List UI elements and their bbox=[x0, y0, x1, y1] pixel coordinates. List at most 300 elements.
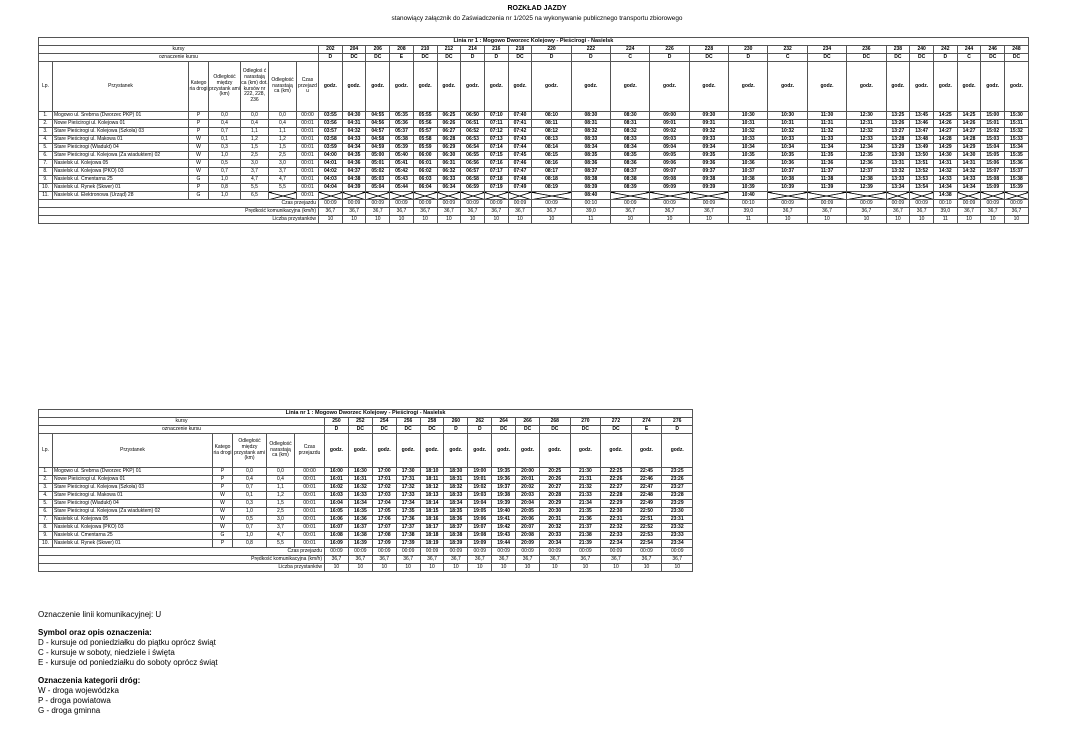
departure-time: 20:26 bbox=[540, 476, 571, 484]
departure-time: 14:28 bbox=[957, 136, 981, 144]
departure-time: 15:02 bbox=[981, 128, 1005, 136]
departure-time: 23:32 bbox=[662, 524, 693, 532]
departure-time: 05:57 bbox=[413, 128, 437, 136]
liczba-przystankow-value: 10 bbox=[372, 564, 396, 572]
stop-name: Stare Pieścirogi ul. Makowa 01 bbox=[53, 492, 213, 500]
departure-time: 15:30 bbox=[1005, 112, 1029, 120]
course-marking: D bbox=[319, 54, 343, 62]
predkosc-value: 36,7 bbox=[484, 208, 508, 216]
departure-time: 10:36 bbox=[768, 160, 807, 168]
godz-header: godz. bbox=[492, 434, 516, 468]
road-p: P - droga powiatowa bbox=[38, 696, 111, 705]
predkosc-value: 36,7 bbox=[372, 556, 396, 564]
stop-lp: 3. bbox=[39, 484, 53, 492]
czas-przejazdu-value: 00:09 bbox=[508, 200, 532, 208]
departure-time: 04:32 bbox=[342, 128, 366, 136]
stop-lp: 9. bbox=[39, 532, 53, 540]
departure-time: 11:36 bbox=[807, 160, 846, 168]
stop-travel-time: 00:01 bbox=[295, 484, 325, 492]
departure-time: 18:15 bbox=[420, 508, 444, 516]
liczba-przystankow-value: 10 bbox=[540, 564, 571, 572]
departure-time: 20:04 bbox=[516, 500, 540, 508]
departure-time: 20:02 bbox=[516, 484, 540, 492]
stop-row bbox=[39, 128, 1029, 136]
departure-time: 21:38 bbox=[570, 532, 601, 540]
stop-distance: 0,4 bbox=[209, 120, 241, 128]
predkosc-value: 36,7 bbox=[650, 208, 689, 216]
departure-time: 20:30 bbox=[540, 508, 571, 516]
kategoria-header: Katego ria drogi bbox=[189, 62, 209, 112]
czas-przejazdu-value: 00:09 bbox=[650, 200, 689, 208]
departure-time: 09:08 bbox=[650, 176, 689, 184]
departure-time: 13:48 bbox=[910, 136, 934, 144]
stop-row bbox=[39, 120, 1029, 128]
czas-header: Czas przejazd u bbox=[297, 62, 319, 112]
departure-time bbox=[342, 192, 366, 200]
predkosc-value: 36,7 bbox=[847, 208, 886, 216]
departure-time: 15:35 bbox=[1005, 152, 1029, 160]
course-marking: DC bbox=[910, 54, 934, 62]
kursy-label: kursy bbox=[39, 46, 319, 54]
departure-time: 18:34 bbox=[444, 500, 468, 508]
course-number: 224 bbox=[611, 46, 650, 54]
godz-header: godz. bbox=[372, 434, 396, 468]
stop-category: P bbox=[213, 476, 233, 484]
departure-time: 13:47 bbox=[910, 128, 934, 136]
departure-time: 18:12 bbox=[420, 484, 444, 492]
departure-time: 21:33 bbox=[570, 492, 601, 500]
stop-cumulative: 1,1 bbox=[269, 128, 297, 136]
predkosc-value: 36,7 bbox=[319, 208, 343, 216]
departure-time: 06:34 bbox=[437, 184, 461, 192]
stop-category: W bbox=[213, 500, 233, 508]
departure-time: 04:31 bbox=[342, 120, 366, 128]
godz-header: godz. bbox=[437, 62, 461, 112]
departure-time: 23:30 bbox=[662, 508, 693, 516]
course-marking: D bbox=[650, 54, 689, 62]
departure-time: 08:35 bbox=[611, 152, 650, 160]
course-marking: DC bbox=[807, 54, 846, 62]
departure-time: 21:37 bbox=[570, 524, 601, 532]
departure-time: 11:32 bbox=[807, 128, 846, 136]
czas-przejazdu-value: 00:10 bbox=[933, 200, 957, 208]
departure-time: 20:06 bbox=[516, 516, 540, 524]
departure-time: 08:34 bbox=[571, 144, 610, 152]
liczba-przystankow-label: Liczba przystanków bbox=[39, 564, 325, 572]
departure-time: 16:05 bbox=[325, 508, 349, 516]
departure-time: 09:35 bbox=[689, 152, 728, 160]
course-number: 240 bbox=[910, 46, 934, 54]
departure-time: 15:37 bbox=[1005, 168, 1029, 176]
godz-header: godz. bbox=[396, 434, 420, 468]
departure-time: 06:53 bbox=[461, 136, 485, 144]
departure-time: 20:07 bbox=[516, 524, 540, 532]
departure-time: 06:00 bbox=[413, 152, 437, 160]
stop-distance: 1,0 bbox=[209, 192, 241, 200]
stop-lp: 8. bbox=[39, 168, 53, 176]
departure-time: 07:19 bbox=[484, 184, 508, 192]
predkosc-value: 36,7 bbox=[420, 556, 444, 564]
stop-travel-time: 00:01 bbox=[295, 540, 325, 548]
departure-time: 15:03 bbox=[981, 136, 1005, 144]
godz-header: godz. bbox=[807, 62, 846, 112]
liczba-przystankow-label: Liczba przystanków bbox=[39, 216, 319, 224]
departure-time: 04:37 bbox=[342, 168, 366, 176]
departure-time: 07:11 bbox=[484, 120, 508, 128]
predkosc-value: 36,7 bbox=[342, 208, 366, 216]
departure-time: 09:07 bbox=[650, 168, 689, 176]
stop-travel-time: 00:01 bbox=[295, 524, 325, 532]
stop-cumulative: 0,0 bbox=[267, 468, 295, 476]
stop-row bbox=[39, 540, 693, 548]
predkosc-value: 36,7 bbox=[396, 556, 420, 564]
czas-przejazdu-value: 00:09 bbox=[807, 200, 846, 208]
stop-name: Nasielsk ul. Kolejowa 05 bbox=[53, 160, 189, 168]
liczba-przystankow-value: 10 bbox=[342, 216, 366, 224]
predkosc-value: 39,0 bbox=[933, 208, 957, 216]
course-number: 276 bbox=[662, 418, 693, 426]
departure-time: 15:33 bbox=[1005, 136, 1029, 144]
departure-time: 20:08 bbox=[516, 532, 540, 540]
departure-time: 12:31 bbox=[847, 120, 886, 128]
departure-time bbox=[650, 192, 689, 200]
departure-time: 07:44 bbox=[508, 144, 532, 152]
stop-cumulative-special: 6,5 bbox=[241, 192, 269, 200]
course-marking: DC bbox=[540, 426, 571, 434]
departure-time: 11:35 bbox=[807, 152, 846, 160]
stop-name: Nasielsk ul. Cmentarna 25 bbox=[53, 176, 189, 184]
departure-time: 18:33 bbox=[444, 492, 468, 500]
departure-time: 04:58 bbox=[366, 136, 390, 144]
stop-cumulative-special: 1,5 bbox=[241, 144, 269, 152]
departure-time: 22:29 bbox=[601, 500, 632, 508]
liczba-przystankow-value: 10 bbox=[413, 216, 437, 224]
departure-time: 08:31 bbox=[571, 120, 610, 128]
stop-cumulative: 2,5 bbox=[267, 508, 295, 516]
departure-time: 03:57 bbox=[319, 128, 343, 136]
departure-time: 05:04 bbox=[366, 184, 390, 192]
predkosc-value: 36,7 bbox=[611, 208, 650, 216]
departure-time: 14:29 bbox=[957, 144, 981, 152]
departure-time: 04:03 bbox=[319, 176, 343, 184]
departure-time: 06:32 bbox=[437, 168, 461, 176]
stop-category: W bbox=[213, 492, 233, 500]
departure-time: 06:02 bbox=[413, 168, 437, 176]
departure-time: 09:36 bbox=[689, 160, 728, 168]
liczba-przystankow-value: 10 bbox=[461, 216, 485, 224]
page-title: ROZKŁAD JAZDY bbox=[507, 5, 567, 12]
stop-cumulative-special: 0,0 bbox=[241, 112, 269, 120]
line-title: Linia nr 1 : Mogowo Dworzec Kolejowy - Pieścirogi - Nasielsk bbox=[39, 410, 693, 418]
czas-przejazdu-value: 00:09 bbox=[886, 200, 910, 208]
stop-row bbox=[39, 476, 693, 484]
departure-time: 22:27 bbox=[601, 484, 632, 492]
stop-lp: 4. bbox=[39, 492, 53, 500]
departure-time: 06:55 bbox=[461, 152, 485, 160]
departure-time: 08:13 bbox=[532, 136, 571, 144]
stop-row bbox=[39, 136, 1029, 144]
departure-time: 08:40 bbox=[571, 192, 610, 200]
course-number: 210 bbox=[413, 46, 437, 54]
czas-przejazdu-value: 00:09 bbox=[420, 548, 444, 556]
stop-cumulative-special: 5,5 bbox=[241, 184, 269, 192]
departure-time: 09:01 bbox=[650, 120, 689, 128]
stop-name: Stare Pieścirogi (Wiadukt) 04 bbox=[53, 144, 189, 152]
departure-time: 12:34 bbox=[847, 144, 886, 152]
departure-time: 22:34 bbox=[601, 540, 632, 548]
godz-header: godz. bbox=[768, 62, 807, 112]
godz-header: godz. bbox=[957, 62, 981, 112]
departure-time: 19:05 bbox=[468, 508, 492, 516]
departure-time: 07:10 bbox=[484, 112, 508, 120]
course-number: 206 bbox=[366, 46, 390, 54]
stop-travel-time: 00:01 bbox=[295, 516, 325, 524]
godz-header: godz. bbox=[461, 62, 485, 112]
departure-time: 08:16 bbox=[532, 160, 571, 168]
czas-przejazdu-row bbox=[39, 548, 693, 556]
departure-time: 18:19 bbox=[420, 540, 444, 548]
godz-header: godz. bbox=[366, 62, 390, 112]
departure-time: 19:07 bbox=[468, 524, 492, 532]
departure-time: 23:28 bbox=[662, 492, 693, 500]
departure-time: 08:39 bbox=[611, 184, 650, 192]
course-number: 216 bbox=[484, 46, 508, 54]
stop-lp: 2. bbox=[39, 476, 53, 484]
departure-time bbox=[508, 192, 532, 200]
course-number: 232 bbox=[768, 46, 807, 54]
departure-time: 23:27 bbox=[662, 484, 693, 492]
departure-time: 04:33 bbox=[342, 136, 366, 144]
liczba-przystankow-value: 10 bbox=[611, 216, 650, 224]
departure-time: 08:33 bbox=[611, 136, 650, 144]
course-marking: DC bbox=[847, 54, 886, 62]
godz-header: godz. bbox=[910, 62, 934, 112]
departure-time: 10:35 bbox=[768, 152, 807, 160]
stop-distance: 0,7 bbox=[209, 168, 241, 176]
stop-row bbox=[39, 112, 1029, 120]
departure-time: 13:51 bbox=[910, 160, 934, 168]
departure-time: 18:18 bbox=[420, 532, 444, 540]
departure-time: 08:11 bbox=[532, 120, 571, 128]
departure-time: 17:37 bbox=[396, 524, 420, 532]
departure-time: 17:36 bbox=[396, 516, 420, 524]
departure-time: 13:50 bbox=[910, 152, 934, 160]
departure-time: 05:02 bbox=[366, 168, 390, 176]
stop-category: W bbox=[213, 508, 233, 516]
departure-time: 16:35 bbox=[348, 508, 372, 516]
liczba-przystankow-row bbox=[39, 564, 693, 572]
departure-time: 10:40 bbox=[729, 192, 768, 200]
departure-time bbox=[437, 192, 461, 200]
liczba-przystankow-value: 10 bbox=[437, 216, 461, 224]
course-number: 236 bbox=[847, 46, 886, 54]
departure-time: 22:25 bbox=[601, 468, 632, 476]
departure-time: 06:57 bbox=[461, 168, 485, 176]
departure-time: 06:33 bbox=[437, 176, 461, 184]
stop-name: Mogowo ul. Srebrna (Dworzec PKP) 01 bbox=[53, 112, 189, 120]
departure-time: 10:35 bbox=[729, 152, 768, 160]
czas-przejazdu-value: 00:09 bbox=[532, 200, 571, 208]
predkosc-value: 36,7 bbox=[468, 556, 492, 564]
predkosc-label: Prędkość komunikacyjna (km/h) bbox=[39, 208, 319, 216]
departure-time: 16:37 bbox=[348, 524, 372, 532]
czas-przejazdu-value: 00:09 bbox=[366, 200, 390, 208]
departure-time: 11:38 bbox=[807, 176, 846, 184]
line-title-row bbox=[39, 38, 1029, 46]
departure-time: 05:56 bbox=[413, 120, 437, 128]
departure-time: 14:30 bbox=[957, 152, 981, 160]
departure-time: 12:33 bbox=[847, 136, 886, 144]
departure-time: 06:31 bbox=[437, 160, 461, 168]
departure-time: 16:36 bbox=[348, 516, 372, 524]
stop-row bbox=[39, 508, 693, 516]
departure-time: 22:32 bbox=[601, 524, 632, 532]
departure-time: 10:31 bbox=[768, 120, 807, 128]
departure-time: 15:08 bbox=[981, 176, 1005, 184]
departure-time: 06:56 bbox=[461, 160, 485, 168]
stop-row bbox=[39, 152, 1029, 160]
departure-time bbox=[484, 192, 508, 200]
stop-travel-time: 00:01 bbox=[297, 184, 319, 192]
lp-header: Lp. bbox=[39, 62, 53, 112]
departure-time bbox=[532, 192, 571, 200]
czas-przejazdu-label: Czas przejazdu bbox=[39, 200, 319, 208]
liczba-przystankow-value: 10 bbox=[508, 216, 532, 224]
liczba-przystankow-value: 10 bbox=[807, 216, 846, 224]
liczba-przystankow-value: 10 bbox=[570, 564, 601, 572]
course-number: 234 bbox=[807, 46, 846, 54]
czas-przejazdu-value: 00:09 bbox=[461, 200, 485, 208]
stop-cumulative: 4,7 bbox=[269, 176, 297, 184]
departure-time: 14:27 bbox=[957, 128, 981, 136]
departure-time: 04:55 bbox=[366, 112, 390, 120]
departure-time: 23:31 bbox=[662, 516, 693, 524]
symbol-d: D - kursuje od poniedziałku do piątku oprócz świąt bbox=[38, 638, 216, 647]
course-number: 244 bbox=[957, 46, 981, 54]
stop-name: Nasielsk ul. Rynek (Skwer) 01 bbox=[53, 184, 189, 192]
stop-lp: 7. bbox=[39, 160, 53, 168]
departure-time: 22:48 bbox=[631, 492, 662, 500]
departure-time: 04:02 bbox=[319, 168, 343, 176]
departure-time: 14:38 bbox=[933, 192, 957, 200]
liczba-przystankow-value: 10 bbox=[662, 564, 693, 572]
stop-category: W bbox=[213, 516, 233, 524]
godz-header: godz. bbox=[611, 62, 650, 112]
departure-time bbox=[910, 192, 934, 200]
departure-time: 20:32 bbox=[540, 524, 571, 532]
departure-time: 22:50 bbox=[631, 508, 662, 516]
departure-time: 07:45 bbox=[508, 152, 532, 160]
godz-header: godz. bbox=[662, 434, 693, 468]
czas-przejazdu-value: 00:09 bbox=[910, 200, 934, 208]
departure-time: 06:28 bbox=[437, 136, 461, 144]
odleglosc-narastajaca-header: Odległość narastają ca (km) bbox=[267, 434, 295, 468]
departure-time: 20:25 bbox=[540, 468, 571, 476]
liczba-przystankow-value: 11 bbox=[729, 216, 768, 224]
stop-category: P bbox=[189, 120, 209, 128]
road-w: W - droga wojewódzka bbox=[38, 686, 119, 695]
departure-time: 04:38 bbox=[342, 176, 366, 184]
departure-time: 12:35 bbox=[847, 152, 886, 160]
departure-time: 17:31 bbox=[396, 476, 420, 484]
czas-przejazdu-value: 00:09 bbox=[570, 548, 601, 556]
departure-time: 05:58 bbox=[413, 136, 437, 144]
stop-row bbox=[39, 176, 1029, 184]
departure-time: 08:36 bbox=[571, 160, 610, 168]
departure-time: 08:35 bbox=[571, 152, 610, 160]
departure-time: 21:30 bbox=[570, 468, 601, 476]
departure-time: 08:32 bbox=[611, 128, 650, 136]
czas-przejazdu-value: 00:09 bbox=[444, 548, 468, 556]
departure-time: 15:09 bbox=[981, 184, 1005, 192]
liczba-przystankow-value: 10 bbox=[444, 564, 468, 572]
stop-distance: 0,0 bbox=[233, 468, 267, 476]
stop-distance: 0,7 bbox=[209, 128, 241, 136]
course-number: 228 bbox=[689, 46, 728, 54]
course-number: 204 bbox=[342, 46, 366, 54]
stop-category: P bbox=[189, 128, 209, 136]
stop-category: W bbox=[189, 168, 209, 176]
departure-time: 19:04 bbox=[468, 500, 492, 508]
departure-time: 19:36 bbox=[492, 476, 516, 484]
departure-time: 09:06 bbox=[650, 160, 689, 168]
lp-header: Lp. bbox=[39, 434, 53, 468]
departure-time: 22:33 bbox=[601, 532, 632, 540]
course-marking: D bbox=[729, 54, 768, 62]
stop-cumulative: 1,5 bbox=[267, 500, 295, 508]
departure-time: 05:36 bbox=[390, 120, 414, 128]
stop-row bbox=[39, 524, 693, 532]
predkosc-value: 36,7 bbox=[910, 208, 934, 216]
course-marking: C bbox=[611, 54, 650, 62]
departure-time: 13:30 bbox=[886, 152, 910, 160]
czas-przejazdu-value: 00:09 bbox=[390, 200, 414, 208]
departure-time: 17:34 bbox=[396, 500, 420, 508]
stop-travel-time: 00:00 bbox=[297, 112, 319, 120]
departure-time: 08:10 bbox=[532, 112, 571, 120]
departure-time: 14:33 bbox=[933, 176, 957, 184]
departure-time: 19:02 bbox=[468, 484, 492, 492]
departure-time: 22:47 bbox=[631, 484, 662, 492]
godz-header: godz. bbox=[981, 62, 1005, 112]
departure-time: 06:54 bbox=[461, 144, 485, 152]
column-header-row bbox=[39, 434, 693, 468]
departure-time: 13:49 bbox=[910, 144, 934, 152]
godz-header: godz. bbox=[847, 62, 886, 112]
predkosc-value: 36,7 bbox=[807, 208, 846, 216]
liczba-przystankow-value: 10 bbox=[396, 564, 420, 572]
czas-przejazdu-value: 00:10 bbox=[571, 200, 610, 208]
stop-travel-time: 00:01 bbox=[297, 128, 319, 136]
godz-header: godz. bbox=[508, 62, 532, 112]
departure-time: 07:40 bbox=[508, 112, 532, 120]
departure-time: 09:37 bbox=[689, 168, 728, 176]
course-number: 220 bbox=[532, 46, 571, 54]
liczba-przystankow-row bbox=[39, 216, 1029, 224]
departure-time: 03:56 bbox=[319, 120, 343, 128]
stop-cumulative: 3,0 bbox=[267, 516, 295, 524]
departure-time: 11:39 bbox=[807, 184, 846, 192]
departure-time: 19:35 bbox=[492, 468, 516, 476]
departure-time: 12:37 bbox=[847, 168, 886, 176]
course-marking: DC bbox=[981, 54, 1005, 62]
liczba-przystankow-value: 10 bbox=[957, 216, 981, 224]
departure-time: 18:17 bbox=[420, 524, 444, 532]
departure-time: 17:33 bbox=[396, 492, 420, 500]
departure-time: 14:26 bbox=[957, 120, 981, 128]
departure-time: 21:35 bbox=[570, 508, 601, 516]
departure-time: 07:18 bbox=[484, 176, 508, 184]
